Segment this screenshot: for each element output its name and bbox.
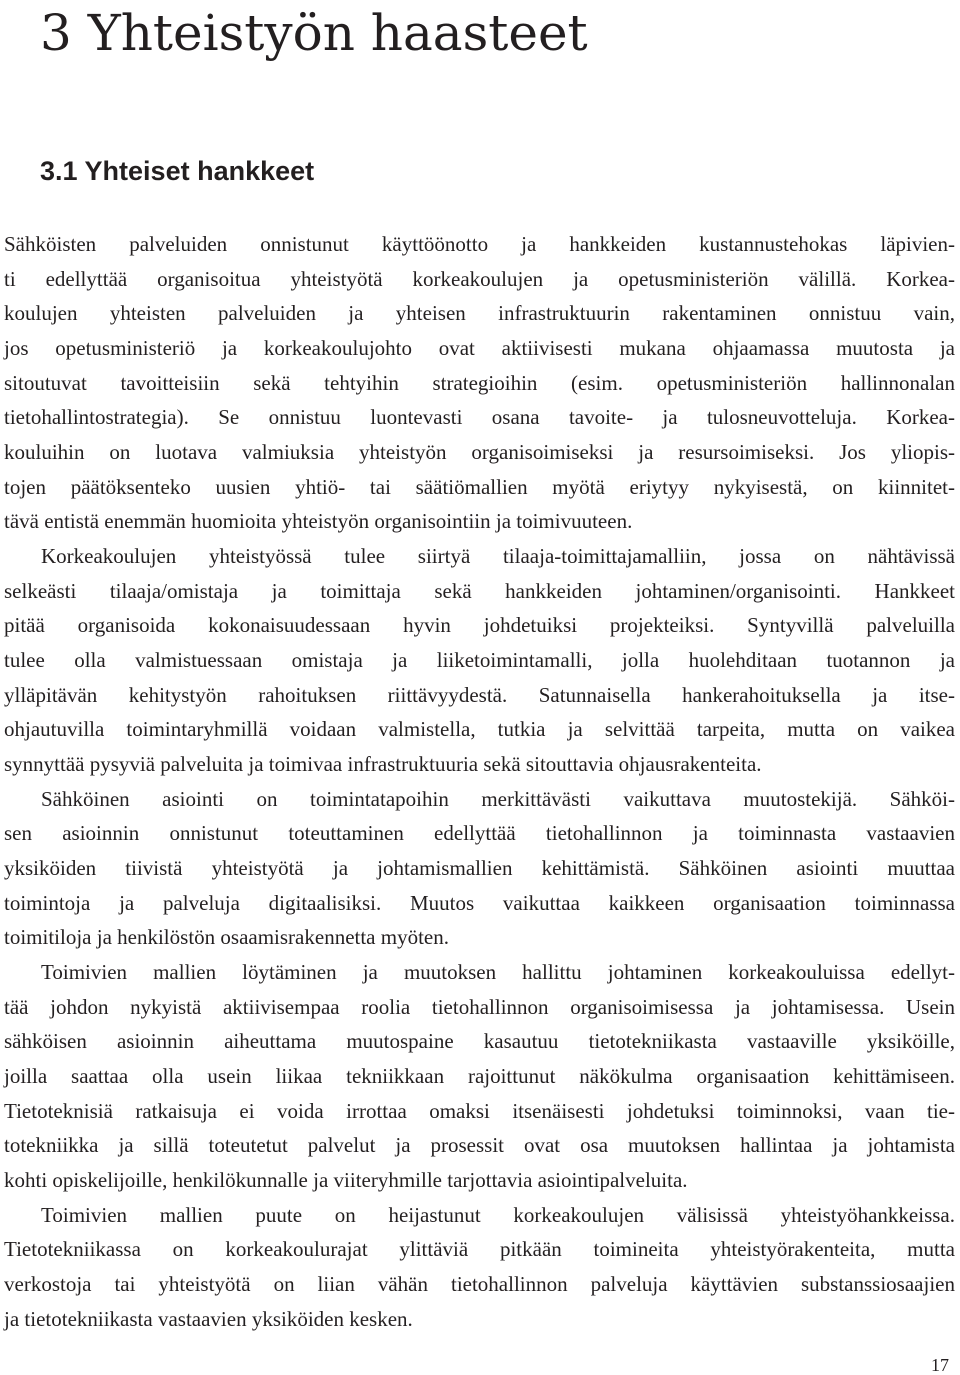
text-line: tävä entistä enemmän huomioita yhteistyön organisointiin ja toimivuuteen. bbox=[4, 509, 633, 534]
text-line: tulee olla valmistuessaan omistaja ja liiketoimintamalli, jolla huolehditaan tuotannon ja bbox=[4, 648, 955, 673]
text-line: sitoutuvat tavoitteisiin sekä tehtyihin strategioihin (esim. opetusministeriön hallinnonalan bbox=[4, 370, 955, 395]
body-text bbox=[4, 227, 955, 1337]
text-line: tietohallintostrategia). Se onnistuu luontevasti osana tavoite- ja tulosneuvotteluja. Korkea- bbox=[4, 405, 955, 430]
text-line: Toimivien mallien löytäminen ja muutoksen hallittu johtaminen korkeakouluissa edellyt- bbox=[41, 960, 955, 985]
text-line: tää johdon nykyistä aktiivisempaa roolia tietohallinnon organisoimisessa ja johtamisessa. Usein bbox=[4, 994, 955, 1019]
paragraph bbox=[4, 782, 955, 955]
text-line: joilla saattaa olla usein liikaa tekniikkaan rajoittunut näkökulma organisaation kehittämiseen. bbox=[4, 1064, 955, 1089]
paragraph bbox=[4, 539, 955, 782]
text-line: Toimivien mallien puute on heijastunut korkeakoulujen välisissä yhteistyöhankkeissa. bbox=[41, 1202, 955, 1227]
text-line: koulujen yhteisten palveluiden ja yhteisen infrastruktuurin rakentaminen onnistuu vain, bbox=[4, 301, 955, 326]
paragraph bbox=[4, 1198, 955, 1337]
text-line: verkostoja tai yhteistyötä on liian vähän tietohallinnon palveluja käyttävien substanssiosaajien bbox=[4, 1272, 955, 1297]
text-line: selkeästi tilaaja/omistaja ja toimittaja sekä hankkeiden johtaminen/organisointi. Hankkeet bbox=[4, 578, 955, 603]
text-line: Korkeakoulujen yhteistyössä tulee siirtyä tilaaja-toimittajamalliin, jossa on nähtävissä bbox=[41, 544, 955, 569]
text-line: Tietoteknisiä ratkaisuja ei voida irrottaa omaksi itsenäisesti johdetuksi toiminnoksi, vaan tie- bbox=[4, 1098, 955, 1123]
text-line: totekniikka ja sillä toteutetut palvelut ja prosessit ovat osa muutoksen hallintaa ja johtamista bbox=[4, 1133, 955, 1158]
text-line: Sähköisten palveluiden onnistunut käyttöönotto ja hankkeiden kustannustehokas läpivien- bbox=[4, 232, 955, 256]
chapter-title: 3 Yhteistyön haasteet bbox=[40, 4, 588, 62]
text-line: kouluihin on luotava valmiuksia yhteistyön organisoimiseksi ja resursoimiseksi. Jos yliopis- bbox=[4, 440, 955, 465]
text-line: ja tietotekniikasta vastaavien yksiköiden kesken. bbox=[4, 1306, 413, 1331]
text-line: yksiköiden tiivistä yhteistyötä ja johtamismallien kehittämistä. Sähköinen asiointi muuttaa bbox=[4, 856, 955, 881]
text-line: ylläpitävän kehitystyön rahoituksen riittävyydestä. Satunnaisella hankerahoituksella ja itse- bbox=[4, 682, 955, 707]
text-line: sen asioinnin onnistunut toteuttaminen edellyttää tietohallinnon ja toiminnasta vastaavien bbox=[4, 821, 955, 846]
text-line: synnyttää pysyviä palveluita ja toimivaa infrastruktuuria sekä sitouttavia ohjausrakenteita. bbox=[4, 752, 762, 777]
text-line: sähköisen asioinnin aiheuttama muutospaine kasautuu tietotekniikasta vastaaville yksiköille, bbox=[4, 1029, 955, 1054]
text-line: kohti opiskelijoille, henkilökunnalle ja viiteryhmille tarjottavia asiointipalveluita. bbox=[4, 1168, 688, 1193]
text-line: jos opetusministeriö ja korkeakoulujohto ovat aktiivisesti mukana ohjaamassa muutosta ja bbox=[4, 336, 955, 361]
text-line: toimintoja ja palveluja digitaalisiksi. Muutos vaikuttaa kaikkeen organisaation toiminnassa bbox=[4, 890, 955, 915]
text-line: ti edellyttää organisoitua yhteistyötä korkeakoulujen ja opetusministeriön välillä. Korkea- bbox=[4, 266, 955, 291]
page-number: 17 bbox=[931, 1355, 949, 1375]
text-line: Sähköinen asiointi on toimintatapoihin merkittävästi vaikuttava muutostekijä. Sähköi- bbox=[41, 786, 955, 811]
text-line: toimitiloja ja henkilöstön osaamisrakennetta myöten. bbox=[4, 925, 449, 950]
paragraph bbox=[4, 955, 955, 1198]
text-line: ohjautuvilla toimintaryhmillä voidaan valmistella, tutkia ja selvittää tarpeita, mutta on vaikea bbox=[4, 717, 955, 742]
section-title: 3.1 Yhteiset hankkeet bbox=[40, 156, 315, 186]
text-line: pitää organisoida kokonaisuudessaan hyvin johdetuiksi projekteiksi. Syntyvillä palveluilla bbox=[4, 613, 955, 638]
text-line: Tietotekniikassa on korkeakoulurajat ylittäviä pitkään toimineita yhteistyörakenteita, mutta bbox=[4, 1237, 955, 1262]
paragraph bbox=[4, 227, 955, 539]
text-line: tojen päätöksenteko uusien yhtiö- tai säätiömallien myötä eriytyy nykyisestä, on kiinnitet- bbox=[4, 474, 955, 499]
